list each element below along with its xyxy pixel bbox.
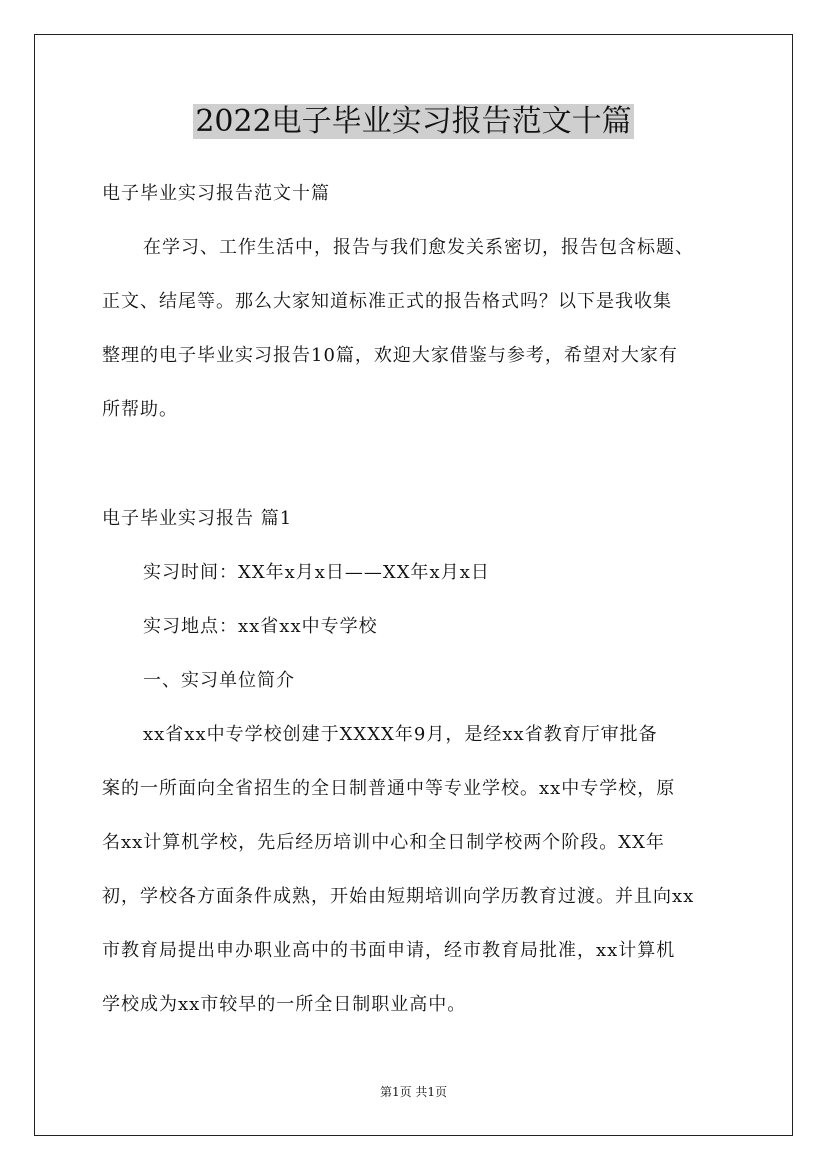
intro-paragraph-line-4: 所帮助。 xyxy=(102,399,178,420)
intro-paragraph-line-1: 在学习、工作生活中，报告与我们愈发关系密切，报告包含标题、 xyxy=(143,237,694,258)
body-paragraph-line-2: 案的一所面向全省招生的全日制普通中等专业学校。xx中专学校，原 xyxy=(102,778,676,799)
subsection-heading: 一、实习单位简介 xyxy=(143,670,295,691)
section-heading: 电子毕业实习报告 篇1 xyxy=(102,508,293,529)
subtitle-line: 电子毕业实习报告范文十篇 xyxy=(102,183,330,204)
document-title xyxy=(0,100,827,144)
body-paragraph-line-3: 名xx计算机学校，先后经历培训中心和全日制学校两个阶段。XX年 xyxy=(102,832,665,853)
document-title-text: 2022电子毕业实习报告范文十篇 xyxy=(195,104,632,139)
body-paragraph-line-5: 市教育局提出申办职业高中的书面申请，经市教育局批准，xx计算机 xyxy=(102,940,676,961)
body-paragraph-line-1: xx省xx中专学校创建于XXXX年9月，是经xx省教育厅审批备 xyxy=(143,724,658,745)
intro-paragraph-line-3: 整理的电子毕业实习报告10篇，欢迎大家借鉴与参考，希望对大家有 xyxy=(102,345,678,366)
page-number: 第1页 共1页 xyxy=(379,1085,448,1099)
body-paragraph-line-4: 初，学校各方面条件成熟，开始由短期培训向学历教育过渡。并且向xx xyxy=(102,886,695,907)
intro-paragraph-line-2: 正文、结尾等。那么大家知道标准正式的报告格式吗？以下是我收集 xyxy=(102,291,672,312)
body-paragraph-line-6: 学校成为xx市较早的一所全日制职业高中。 xyxy=(102,994,467,1015)
internship-time-line: 实习时间：XX年x月x日——XX年x月x日 xyxy=(143,562,490,583)
internship-location-line: 实习地点：xx省xx中专学校 xyxy=(143,616,378,637)
